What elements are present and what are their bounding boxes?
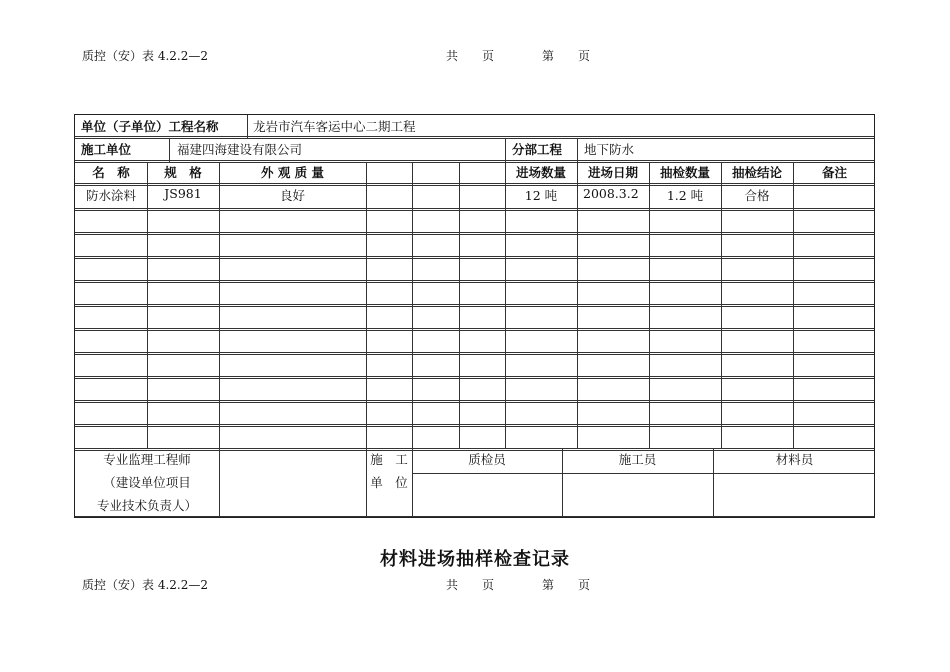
inspection-form-table bbox=[74, 114, 875, 518]
grid-line bbox=[505, 138, 506, 162]
supervisor-line-2: （建设单位项目 bbox=[103, 475, 191, 490]
project-name-label: 单位（子单位）工程名称 bbox=[81, 119, 219, 134]
document-title: 材料进场抽样检查记录 bbox=[380, 549, 570, 570]
grid-line bbox=[219, 448, 220, 516]
row1-spec: JS981 bbox=[164, 186, 202, 201]
grid-line bbox=[75, 304, 874, 305]
grid-line bbox=[649, 162, 650, 448]
col-header-date: 进场日期 bbox=[587, 165, 638, 180]
grid-line bbox=[412, 473, 874, 474]
grid-line bbox=[219, 162, 220, 448]
row1-conclusion: 合格 bbox=[744, 188, 770, 203]
col-header-conclusion: 抽检结论 bbox=[731, 165, 782, 180]
grid-line bbox=[577, 162, 578, 448]
form-code: 质控（安）表 4.2.2—2 bbox=[82, 49, 208, 63]
row1-appearance: 良好 bbox=[279, 188, 305, 203]
subdivision-value: 地下防水 bbox=[584, 142, 635, 157]
col-header-qty: 进场数量 bbox=[515, 165, 566, 180]
form-code: 质控（安）表 4.2.2—2 bbox=[82, 578, 208, 592]
grid-line bbox=[75, 448, 874, 449]
grid-line bbox=[721, 162, 722, 448]
grid-line bbox=[75, 160, 874, 161]
builder-label: 施工员 bbox=[618, 452, 657, 467]
grid-line bbox=[75, 400, 874, 401]
grid-line bbox=[75, 282, 874, 283]
grid-line bbox=[75, 258, 874, 259]
total-pages: 共 页 bbox=[446, 49, 495, 63]
grid-line bbox=[75, 328, 874, 329]
project-name-value: 龙岩市汽车客运中心二期工程 bbox=[253, 119, 416, 134]
grid-line bbox=[75, 354, 874, 355]
row1-sample-qty: 1.2 吨 bbox=[666, 188, 704, 203]
grid-line bbox=[459, 162, 460, 448]
page-number: 第 页 bbox=[542, 49, 591, 63]
grid-line bbox=[147, 162, 148, 448]
grid-line bbox=[366, 162, 367, 448]
col-header-name: 名 称 bbox=[92, 165, 130, 180]
construction-unit-line-1: 施 工 bbox=[370, 452, 408, 467]
row1-qty: 12 吨 bbox=[524, 188, 558, 203]
col-header-remarks: 备注 bbox=[821, 165, 847, 180]
grid-line bbox=[75, 330, 874, 331]
grid-line bbox=[505, 162, 506, 448]
grid-line bbox=[75, 256, 874, 257]
grid-line bbox=[75, 426, 874, 427]
construction-unit-line-2: 单 位 bbox=[370, 475, 408, 490]
contractor-value: 福建四海建设有限公司 bbox=[177, 142, 303, 157]
grid-line bbox=[75, 234, 874, 235]
total-pages: 共 页 bbox=[446, 578, 495, 592]
subdivision-label: 分部工程 bbox=[512, 142, 563, 157]
grid-line bbox=[75, 352, 874, 353]
quality-inspector-label: 质检员 bbox=[468, 452, 506, 467]
grid-line bbox=[75, 516, 874, 517]
contractor-label: 施工单位 bbox=[81, 142, 132, 157]
grid-line bbox=[75, 136, 874, 137]
grid-line bbox=[75, 402, 874, 403]
grid-line bbox=[75, 232, 874, 233]
col-header-appearance: 外 观 质 量 bbox=[260, 165, 325, 180]
grid-line bbox=[75, 378, 874, 379]
col-header-sample-qty: 抽检数量 bbox=[659, 165, 710, 180]
grid-line bbox=[247, 115, 248, 138]
grid-line bbox=[75, 306, 874, 307]
grid-line bbox=[412, 162, 413, 448]
grid-line bbox=[75, 208, 874, 209]
grid-line bbox=[75, 280, 874, 281]
grid-line bbox=[75, 210, 874, 211]
page-number: 第 页 bbox=[542, 578, 591, 592]
grid-line bbox=[75, 376, 874, 377]
row1-date: 2008.3.2 bbox=[583, 186, 639, 201]
material-clerk-label: 材料员 bbox=[775, 452, 814, 467]
grid-line bbox=[75, 424, 874, 425]
row1-name: 防水涂料 bbox=[85, 188, 136, 203]
grid-line bbox=[577, 138, 578, 162]
col-header-spec: 规 格 bbox=[164, 165, 202, 180]
supervisor-line-1: 专业监理工程师 bbox=[103, 452, 191, 467]
grid-line bbox=[75, 138, 874, 139]
supervisor-line-3: 专业技术负责人） bbox=[96, 498, 197, 513]
grid-line bbox=[793, 162, 794, 448]
grid-line bbox=[169, 138, 170, 162]
grid-line bbox=[75, 183, 874, 184]
